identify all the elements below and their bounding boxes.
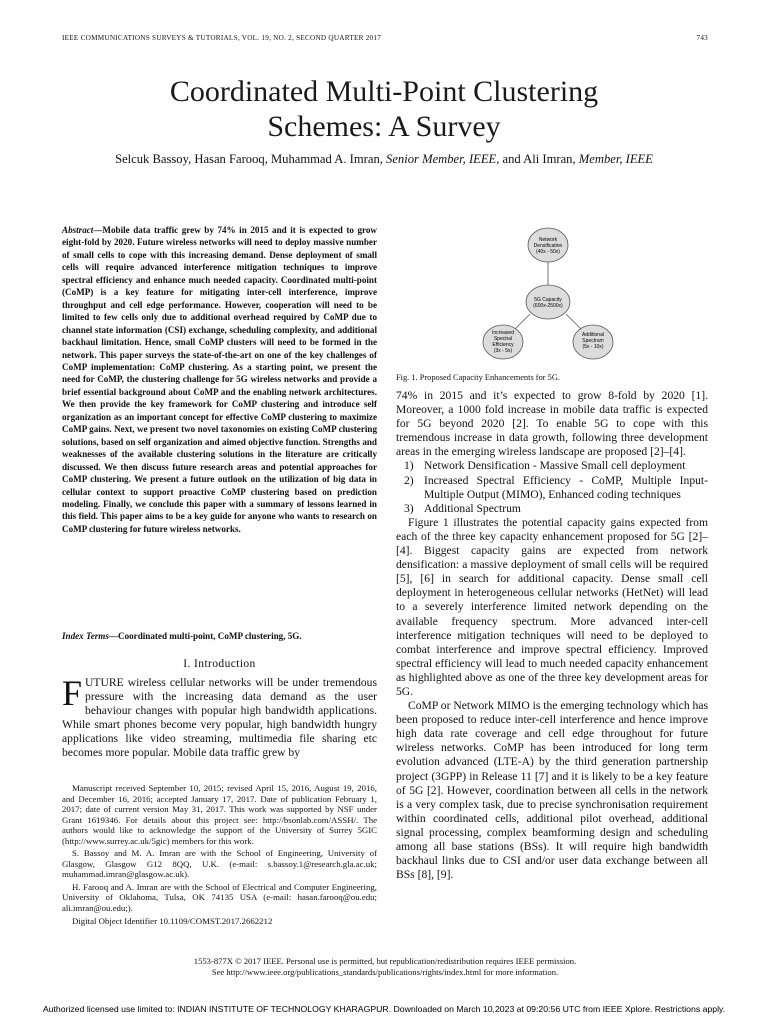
paragraph-2: Figure 1 illustrates the potential capacity gains expected from each of the three key capacity enhancement proposed for 5G [2]–[4]. Biggest capacity gains are expected from network densification: a massive deployment of small cells will be required [5], [6] in search for additional capacity. Dense small cell deployment in heterogeneous cellular networks (HetNet) will lead to a severely interference limited network depending on the available frequency spectrum. More advanced inter-cell interference mitigation techniques will need to be deployed to combat interference and improve spectral efficiency. Improved spectral efficiency will lead to much needed capacity enhancement as highlighted above as one of the three key development areas for 5G.	[396, 515, 708, 698]
abstract-label: Abstract	[62, 225, 94, 235]
author-role-2: Member, IEEE	[578, 152, 653, 166]
index-terms-text: —Coordinated multi-point, CoMP clustering, 5G.	[108, 631, 302, 641]
intro-paragraph	[62, 673, 377, 761]
list-item: 1) Network Densification - Massive Small cell deployment	[404, 459, 686, 473]
paragraph-3: CoMP or Network MIMO is the emerging technology which has been proposed to reduce inter-cell interference and hence improve high data rate coverage and cell edge throughout for future wireless networks. CoMP has been introduced for long term evolution advanced (LTE-A) by the third generation partnership project (3GPP) in Release 11 [7] and it is likely to be a key feature of 5G [2]. However, coordination between all cells in the network is a very complex task, due to precise synchronisation requirement within coordinated cells, additional pilot overhead, additional signal processing, complex beamforming design and scheduling among all base stations (BSs). It will require high bandwidth backhaul links due to CSI and/or user data exchange between all BSs [8], [9].	[396, 699, 708, 882]
svg-text:Increased: Increased	[492, 330, 514, 336]
svg-text:Efficiency: Efficiency	[492, 342, 514, 348]
capacity-diagram	[478, 226, 618, 368]
svg-text:Spectral: Spectral	[493, 336, 513, 342]
svg-text:(5x - 10x): (5x - 10x)	[582, 344, 604, 350]
drop-cap: F	[62, 673, 83, 713]
svg-text:Densification: Densification	[533, 243, 563, 249]
index-terms-label: Index Terms	[62, 631, 109, 641]
node-5g-capacity	[526, 285, 570, 319]
title-line-1: Coordinated Multi-Point Clustering	[169, 75, 599, 108]
svg-text:(40x - 50x): (40x - 50x)	[536, 249, 560, 255]
author-names-1: Selcuk Bassoy, Hasan Farooq, Muhammad A. Imran,	[115, 152, 387, 166]
connector-right	[566, 314, 582, 330]
authorized-use-notice: Authorized licensed use limited to: INDIAN INSTITUTE OF TECHNOLOGY KHARAGPUR. Downloaded on March 10,2023 at 09:20:56 UTC from IEEE Xplore. Restrictions apply.	[42, 1004, 726, 1014]
list-item: 3) Additional Spectrum	[404, 501, 521, 515]
right-column-text	[396, 389, 708, 882]
footnote-affiliation-1: S. Bassoy and M. A. Imran are with the School of Engineering, University of Glasgow, Glasgow G12 8QQ, U.K. (e-mail: s.bassoy.1@research.gla.ac.uk; muhammad.imran@glasgow.ac.uk).	[62, 848, 377, 880]
svg-text:(600x-2500x): (600x-2500x)	[533, 303, 563, 309]
footnote-manuscript: Manuscript received September 10, 2015; revised April 15, 2016, August 19, 2016, and December 16, 2016; accepted January 17, 2017. Date of publication February 1, 2017; date of current version May 31, 2017. This work was supported by NSF under Grant 1619346. For details about this project see: http://bsonlab.com/ASSH/. The authors would like to acknowledge the support of the University of Surrey 5GIC (http://www.surrey.ac.uk/5gic) members for this work.	[62, 783, 377, 846]
paragraph-1: 74% in 2015 and it’s expected to grow 8-fold by 2020 [1]. Moreover, a 1000 fold increase in mobile data traffic is expected for 5G beyond 2020 [2]. To enable 5G to cope with this tremendous increase in data growth, following three development areas in the emerging wireless landscape are proposed [2]–[4].	[396, 389, 708, 459]
title-line-2: Schemes: A Survey	[267, 110, 501, 143]
footnote-affiliation-2: H. Farooq and A. Imran are with the School of Electrical and Computer Engineering, University of Oklahoma, Tulsa, OK 74135 USA (e-mail: hasan.farooq@ou.edu; ali.imran@ou.edu;).	[62, 881, 377, 914]
list-item: 2) Increased Spectral Efficiency - CoMP, Multiple Input-Multiple Output (MIMO), Enhanced coding techniques	[404, 473, 708, 501]
svg-text:Additional: Additional	[582, 332, 604, 338]
page-number: 743	[696, 34, 708, 42]
abstract-text: —Mobile data traffic grew by 74% in 2015 and it is expected to grow eight-fold by 2020. Future wireless networks will need to deploy massive number of small cells to cope with this increasing demand. Dense deployment of small cells will require advanced interference mitigation techniques to improve spectral efficiency and enhance much needed capacity. Coordinated multi-point (CoMP) is a key feature for mitigating inter-cell interference, improve throughput and cell edge performance. However, cooperation will need to be limited to few cells only due to additional overhead required by CoMP due to channel state information (CSI) exchange, scheduling complexity, and additional backhaul limitation. Hence, small CoMP clusters will need to be formed in the network. This paper surveys the state-of-the-art on one of the key challenges of CoMP implementation: CoMP clustering. As a starting point, we present the need for CoMP, the clustering challenge for 5G wireless networks and provide a brief essential background about CoMP and the enabling network architectures. We then provide the key framework for CoMP clustering and introduce self organization as an important concept for effective CoMP clustering to maximize CoMP gains. Next, we present two novel taxonomies on existing CoMP clustering solutions, based on self organization and aimed objective function. Strengths and weaknesses of the available clustering solutions in the literature are critically discussed. We then discuss future research areas and potential approaches for CoMP clustering. We present a future outlook on the utilization of big data in cellular context to support proactive CoMP clustering based on prediction modeling. Finally, we conclude this paper with a summary of lessons learned in this field. This paper aims to be a key guide for anyone who wants to research on CoMP clustering for future wireless networks.	[62, 225, 377, 534]
running-head	[62, 34, 708, 42]
index-terms	[62, 630, 377, 642]
svg-text:Network: Network	[538, 237, 558, 243]
section-heading: I. Introduction	[183, 658, 256, 670]
svg-text:(3x - 5x): (3x - 5x)	[493, 348, 513, 354]
copyright-notice	[62, 956, 708, 978]
author-role-1: Senior Member, IEEE	[386, 152, 497, 166]
figure-caption: Fig. 1. Proposed Capacity Enhancements for 5G.	[396, 373, 560, 382]
copyright-line-1: 1553-877X © 2017 IEEE. Personal use is permitted, but republication/redistribution requires IEEE permission.	[193, 956, 577, 966]
footnotes	[62, 783, 377, 928]
node-spectral-efficiency	[483, 325, 523, 359]
journal-name: IEEE COMMUNICATIONS SURVEYS & TUTORIALS, VOL. 19, NO. 2, SECOND QUARTER 2017	[62, 34, 382, 42]
svg-text:Spectrum: Spectrum	[582, 338, 604, 344]
connector-left	[514, 314, 530, 330]
author-list	[0, 152, 768, 167]
copyright-line-2: See http://www.ieee.org/publications_standards/publications/rights/index.html for more information.	[211, 967, 559, 977]
paper-title	[0, 74, 768, 144]
abstract	[62, 224, 377, 535]
intro-text: UTURE wireless cellular networks will be under tremendous pressure with the increasing data demand as the user behaviour changes with popular high bandwidth applications. While smart phones become very popular, high bandwidth hungry applications like video streaming, multimedia file sharing etc becomes more popular. Mobile data traffic grew by	[62, 676, 377, 760]
author-names-2: , and Ali Imran,	[496, 152, 579, 166]
footnote-doi: Digital Object Identifier 10.1109/COMST.2017.2662212	[72, 915, 273, 926]
node-network-densification	[528, 228, 568, 262]
svg-text:5G Capacity: 5G Capacity	[534, 297, 562, 303]
node-additional-spectrum	[573, 325, 613, 359]
